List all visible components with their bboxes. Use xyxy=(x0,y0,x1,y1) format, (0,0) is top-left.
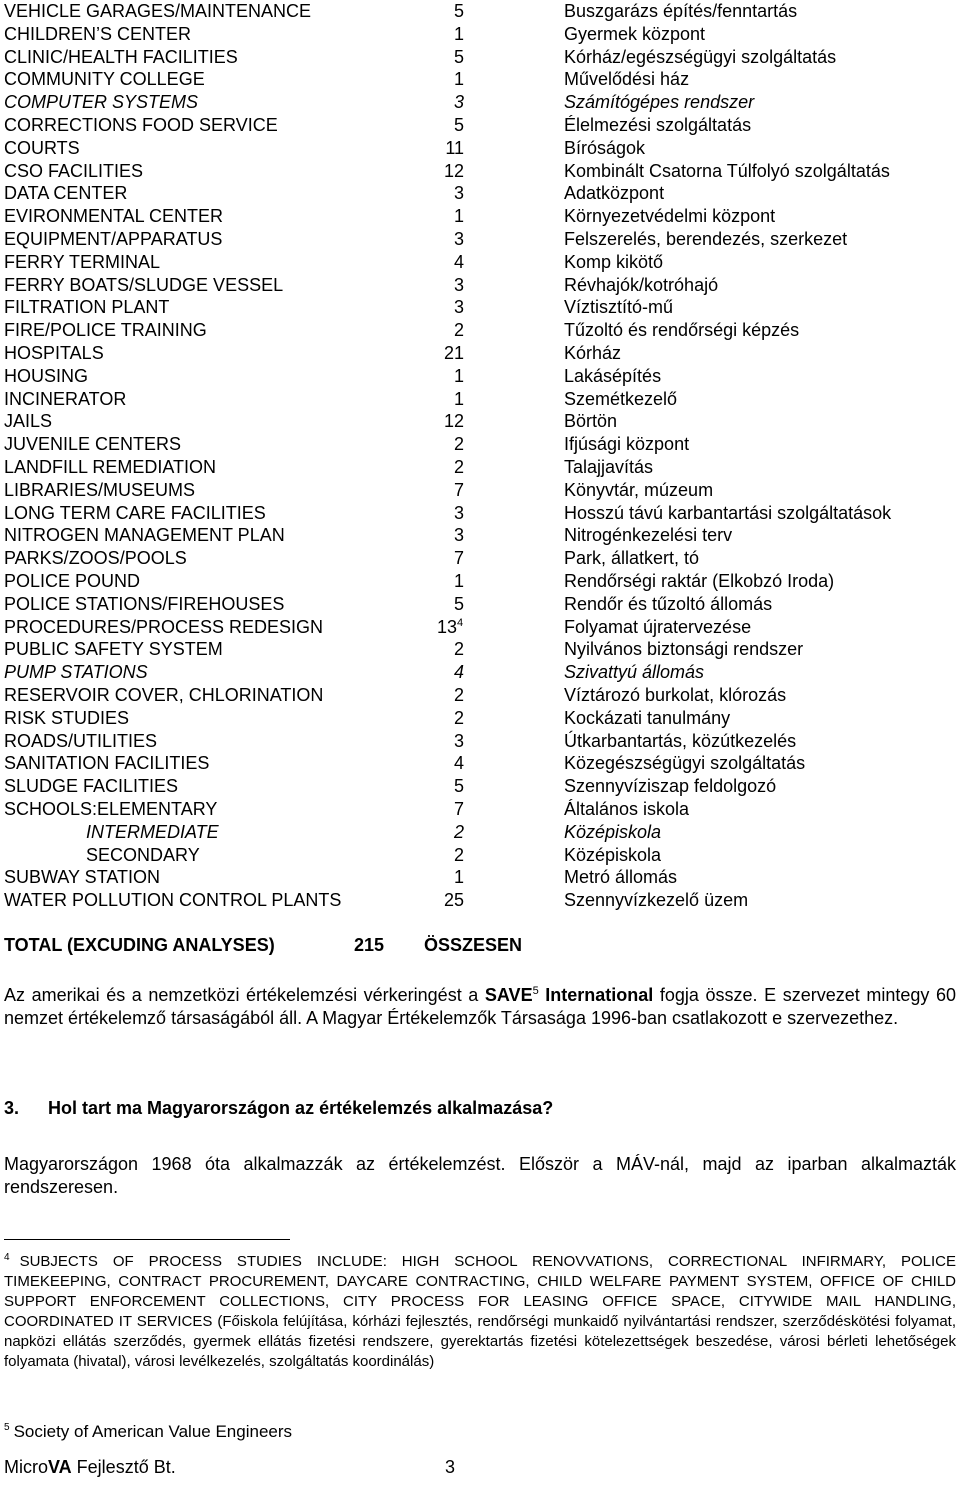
row-label-hu: Rendőr és tűzoltó állomás xyxy=(564,593,773,614)
row-count xyxy=(400,479,464,501)
row-count-value: 5 xyxy=(453,776,464,797)
row-label-hu: Tűzoltó és rendőrségi képzés xyxy=(564,320,800,341)
row-count-value: 5 xyxy=(453,1,464,21)
row-count xyxy=(400,638,464,660)
total-hu: ÖSSZESEN xyxy=(424,935,523,955)
row-label-en: PUBLIC SAFETY SYSTEM xyxy=(4,639,223,660)
row-count-value: 3 xyxy=(453,274,464,295)
para1-save: SAVE xyxy=(484,985,533,1005)
row-count-value: 3 xyxy=(453,229,464,249)
row-count xyxy=(400,889,464,911)
table-row xyxy=(0,570,960,592)
row-count xyxy=(400,410,464,432)
row-count-value: 1 xyxy=(453,388,464,409)
row-label-en: VEHICLE GARAGES/MAINTENANCE xyxy=(4,1,312,21)
row-count-value: 13 xyxy=(437,616,458,637)
row-count xyxy=(400,593,464,615)
para1-after: fogja össze. E szervezet mintegy 60 nemzet értékelemző társaságából áll. A Magyar Értékelemzők Társasága 1996-ban csatlakozott e szervezethez. xyxy=(4,985,956,1028)
row-label-en: POLICE STATIONS/FIREHOUSES xyxy=(4,593,285,614)
row-count xyxy=(437,616,501,638)
table-row xyxy=(0,730,960,752)
table-row xyxy=(0,160,960,182)
row-label-en: POLICE POUND xyxy=(4,571,141,591)
para1-international: International xyxy=(545,985,654,1005)
footnote-5 xyxy=(4,1422,956,1442)
row-label-en: FIRE/POLICE TRAINING xyxy=(4,320,207,341)
row-label-hu: Adatközpont xyxy=(564,183,665,204)
total-row xyxy=(4,934,523,956)
row-label-hu: Környezetvédelmi központ xyxy=(564,206,776,227)
row-count-value: 2 xyxy=(453,707,464,728)
row-count xyxy=(400,205,464,227)
row-label-en: INTERMEDIATE xyxy=(86,821,219,842)
table-row xyxy=(0,433,960,455)
row-label-hu: Hosszú távú karbantartási szolgáltatások xyxy=(564,502,892,523)
row-label-en: LONG TERM CARE FACILITIES xyxy=(4,502,266,523)
table-row xyxy=(0,365,960,387)
table-row xyxy=(0,114,960,136)
row-label-hu: Kockázati tanulmány xyxy=(564,707,731,728)
row-label-hu: Általános iskola xyxy=(564,799,690,819)
row-label-en: RESERVOIR COVER, CHLORINATION xyxy=(4,685,324,705)
table-row xyxy=(0,844,960,866)
table-row xyxy=(0,821,960,843)
row-label-hu: Bíróságok xyxy=(564,137,646,158)
row-label-en: COURTS xyxy=(4,137,80,158)
paragraph-hungary: Magyarországon 1968 óta alkalmazzák az értékelemzést. Először a MÁV-nál, majd az iparban alkalmazták rendszeresen. xyxy=(4,1154,956,1197)
footer-brand-bold: VA xyxy=(48,1457,72,1477)
row-label-hu: Szemétkezelő xyxy=(564,388,678,409)
row-count xyxy=(400,296,464,318)
row-count-value: 5 xyxy=(453,115,464,135)
row-count-value: 3 xyxy=(453,92,464,113)
row-label-en: CORRECTIONS FOOD SERVICE xyxy=(4,115,278,135)
row-label-hu: Folyamat újratervezése xyxy=(564,616,752,637)
section-number: 3. xyxy=(4,1098,20,1118)
page-number: 3 xyxy=(445,1457,456,1477)
footnote-4-text: SUBJECTS OF PROCESS STUDIES INCLUDE: HIGH SCHOOL RENOVVATIONS, CORRECTIONAL INFIRMARY, POLICE TIMEKEEPING, CONTRACT PROCUREMENT, DAYCARE CONTRACTING, CHILD WELFARE PAYMENT SYSTEM, OFFICE OF CHILD SUPPORT ENFORCEMENT COLLECTIONS, CITY PROCESS FOR LEASING OFFICE SPACE, CITYWIDE MAIL HANDLING, COORDINATED IT SERVICES (Főiskola felújítása, kórházi fejlesztés, rendőrségi munkaidő nyilvántartási rendszer, szerződéskötési folyamat, napközi ellátás szerződés, gyermek ellátás fizetési rendszere, gyerektartás fizetési kötelezettségek beszedése, városi bérleti lehetőségek folyamata (hivatal), városi levélkezelés, szolgáltatás koordinálás) xyxy=(4,1253,956,1370)
row-label-hu: Buszgarázs építés/fenntartás xyxy=(564,1,798,21)
row-count xyxy=(400,798,464,820)
table-row xyxy=(0,707,960,729)
row-count-value: 4 xyxy=(453,662,464,683)
row-label-hu: Komp kikötő xyxy=(564,251,664,272)
row-label-en: CSO FACILITIES xyxy=(4,160,144,181)
table-row xyxy=(0,684,960,706)
row-label-hu: Börtön xyxy=(564,411,618,432)
row-label-hu: Révhajók/kotróhajó xyxy=(564,274,719,295)
para1-before: Az amerikai és a nemzetközi értékelemzési vérkeringést a xyxy=(4,985,485,1005)
row-label-hu: Útkarbantartás, közútkezelés xyxy=(564,730,797,751)
row-count-value: 7 xyxy=(453,548,464,569)
row-count xyxy=(400,23,464,45)
para1-footnote-ref: 5 xyxy=(532,985,539,997)
footer-brand-post: Fejlesztő Bt. xyxy=(71,1457,176,1477)
row-label-hu: Középiskola xyxy=(564,821,662,842)
row-count xyxy=(400,730,464,752)
row-count xyxy=(400,844,464,866)
row-count xyxy=(400,752,464,774)
row-count xyxy=(400,160,464,182)
row-count-value: 4 xyxy=(453,251,464,272)
table-row xyxy=(0,798,960,820)
footnote-5-mark: 5 xyxy=(4,1422,10,1434)
row-count-value: 1 xyxy=(453,69,464,90)
table-row xyxy=(0,593,960,615)
row-count-value: 1 xyxy=(453,867,464,888)
row-count xyxy=(400,0,464,22)
row-count xyxy=(400,114,464,136)
footnote-4-mark: 4 xyxy=(4,1252,10,1263)
row-label-en: FERRY BOATS/SLUDGE VESSEL xyxy=(4,274,284,295)
row-label-en: PARKS/ZOOS/POOLS xyxy=(4,548,187,569)
row-label-en: FILTRATION PLANT xyxy=(4,297,170,318)
table-row xyxy=(0,46,960,68)
row-count-value: 7 xyxy=(453,479,464,500)
row-count-value: 11 xyxy=(445,137,464,158)
row-label-en: HOSPITALS xyxy=(4,343,104,363)
row-count xyxy=(400,365,464,387)
table-row xyxy=(0,228,960,250)
table-row xyxy=(0,889,960,911)
row-count xyxy=(400,684,464,706)
row-count xyxy=(400,46,464,68)
row-count xyxy=(400,502,464,524)
table-row xyxy=(0,661,960,683)
section-title: Hol tart ma Magyarországon az értékelemzés alkalmazása? xyxy=(48,1098,554,1118)
row-label-en: CHILDREN’S CENTER xyxy=(4,23,192,44)
row-label-en: CLINIC/HEALTH FACILITIES xyxy=(4,46,238,67)
row-count xyxy=(400,661,464,683)
row-count xyxy=(400,228,464,250)
total-value: 215 xyxy=(354,935,385,955)
row-label-hu: Lakásépítés xyxy=(564,365,662,386)
row-count xyxy=(400,68,464,90)
table-row xyxy=(0,388,960,410)
row-count xyxy=(400,524,464,546)
row-label-en: SANITATION FACILITIES xyxy=(4,753,210,774)
row-label-en: RISK STUDIES xyxy=(4,707,130,728)
footer-brand xyxy=(4,1457,176,1477)
row-label-hu: Kórház/egészségügyi szolgáltatás xyxy=(564,46,837,67)
table-row xyxy=(0,0,960,22)
row-label-en: INCINERATOR xyxy=(4,388,127,409)
row-count xyxy=(400,707,464,729)
row-label-en: WATER POLLUTION CONTROL PLANTS xyxy=(4,890,342,911)
row-label-hu: Nitrogénkezelési terv xyxy=(564,525,733,546)
row-count xyxy=(400,775,464,797)
footnote-5-text: Society of American Value Engineers xyxy=(13,1422,293,1441)
table-row xyxy=(0,866,960,888)
row-count xyxy=(400,388,464,410)
row-label-en: PROCEDURES/PROCESS REDESIGN xyxy=(4,616,324,637)
table-row xyxy=(0,68,960,90)
row-label-hu: Szivattyú állomás xyxy=(564,662,705,683)
table-row xyxy=(0,524,960,546)
row-label-hu: Középiskola xyxy=(564,844,662,865)
footnote-divider xyxy=(4,1239,290,1240)
row-count-value: 3 xyxy=(453,183,464,204)
row-count-value: 2 xyxy=(453,844,464,865)
table-row xyxy=(0,182,960,204)
row-label-en: EVIRONMENTAL CENTER xyxy=(4,206,224,227)
row-label-hu: Szennyvíziszap feldolgozó xyxy=(564,776,777,797)
row-footnote-ref: 4 xyxy=(457,616,464,629)
row-count xyxy=(400,456,464,478)
row-count-value: 2 xyxy=(453,685,464,705)
row-count-value: 5 xyxy=(453,593,464,614)
row-count-value: 2 xyxy=(453,821,464,842)
table-row xyxy=(0,251,960,273)
row-count xyxy=(400,274,464,296)
row-count-value: 3 xyxy=(453,525,464,546)
row-label-hu: Rendőrségi raktár (Elkobzó Iroda) xyxy=(564,571,835,591)
row-label-hu: Park, állatkert, tó xyxy=(564,548,700,569)
row-count-value: 1 xyxy=(453,23,464,44)
row-label-en: LANDFILL REMEDIATION xyxy=(4,457,217,477)
page-footer xyxy=(4,1456,456,1478)
footer-brand-pre: Micro xyxy=(4,1457,48,1477)
row-count-value: 12 xyxy=(443,411,464,432)
row-label-en: ROADS/UTILITIES xyxy=(4,730,158,751)
row-count xyxy=(400,342,464,364)
row-label-hu: Könyvtár, múzeum xyxy=(564,479,714,500)
row-label-hu: Közegészségügyi szolgáltatás xyxy=(564,753,806,774)
table-row xyxy=(0,319,960,341)
row-label-hu: Szennyvízkezelő üzem xyxy=(564,890,749,911)
table-row xyxy=(0,342,960,364)
table-row xyxy=(0,91,960,113)
row-count-value: 2 xyxy=(453,639,464,660)
row-count-value: 2 xyxy=(453,320,464,341)
row-count xyxy=(400,433,464,455)
row-label-en: JAILS xyxy=(4,411,53,432)
table-row xyxy=(0,775,960,797)
row-count xyxy=(400,137,464,159)
row-label-hu: Metró állomás xyxy=(564,867,678,888)
row-label-hu: Felszerelés, berendezés, szerkezet xyxy=(564,229,848,249)
table-row xyxy=(0,23,960,45)
row-label-en: COMPUTER SYSTEMS xyxy=(4,92,199,113)
table-row xyxy=(0,296,960,318)
row-label-en: SLUDGE FACILITIES xyxy=(4,776,179,797)
row-label-hu: Művelődési ház xyxy=(564,69,690,90)
table-row xyxy=(0,616,960,638)
total-label: TOTAL (EXCUDING ANALYSES) xyxy=(4,935,275,955)
row-count-value: 3 xyxy=(453,297,464,318)
table-row xyxy=(0,205,960,227)
paragraph-save-international xyxy=(4,984,956,1030)
row-count-value: 7 xyxy=(453,799,464,819)
row-count-value: 1 xyxy=(453,365,464,386)
row-label-hu: Víztározó burkolat, klórozás xyxy=(564,685,787,705)
row-label-hu: Gyermek központ xyxy=(564,23,706,44)
section-heading xyxy=(4,1097,553,1120)
row-count xyxy=(400,821,464,843)
row-count xyxy=(400,251,464,273)
row-label-hu: Talajjavítás xyxy=(564,457,654,477)
row-count-value: 12 xyxy=(443,160,464,181)
row-count xyxy=(400,319,464,341)
row-label-en: SUBWAY STATION xyxy=(4,867,161,888)
row-count xyxy=(400,182,464,204)
row-count-value: 3 xyxy=(453,502,464,523)
row-label-hu: Ifjúsági központ xyxy=(564,434,690,455)
row-label-en: COMMUNITY COLLEGE xyxy=(4,69,205,90)
table-row xyxy=(0,479,960,501)
row-count-value: 2 xyxy=(453,434,464,455)
table-row xyxy=(0,752,960,774)
row-count xyxy=(400,570,464,592)
row-count-value: 21 xyxy=(443,343,464,363)
table-row xyxy=(0,410,960,432)
row-label-hu: Nyilvános biztonsági rendszer xyxy=(564,639,804,660)
row-count-value: 1 xyxy=(453,206,464,227)
row-label-hu: Számítógépes rendszer xyxy=(564,92,755,113)
row-count-value: 3 xyxy=(453,730,464,751)
row-label-en: DATA CENTER xyxy=(4,183,128,204)
row-label-en: EQUIPMENT/APPARATUS xyxy=(4,229,223,249)
table-row xyxy=(0,456,960,478)
row-label-hu: Víztisztító-mű xyxy=(564,297,674,318)
row-count-value: 2 xyxy=(453,457,464,477)
row-count-value: 1 xyxy=(453,571,464,591)
table-row xyxy=(0,547,960,569)
row-label-hu: Kórház xyxy=(564,343,622,363)
row-label-hu: Élelmezési szolgáltatás xyxy=(564,115,752,135)
row-label-en: FERRY TERMINAL xyxy=(4,251,161,272)
table-row xyxy=(0,274,960,296)
row-label-en: JUVENILE CENTERS xyxy=(4,434,182,455)
row-label-en: NITROGEN MANAGEMENT PLAN xyxy=(4,525,285,546)
row-label-en: SECONDARY xyxy=(86,844,200,865)
row-count xyxy=(400,547,464,569)
row-count xyxy=(400,91,464,113)
row-count xyxy=(400,866,464,888)
row-count-value: 5 xyxy=(453,46,464,67)
row-count-value: 25 xyxy=(443,890,464,911)
table-row xyxy=(0,502,960,524)
table-row xyxy=(0,638,960,660)
footnote-4 xyxy=(4,1252,956,1372)
row-label-en: PUMP STATIONS xyxy=(4,662,148,683)
row-label-en: SCHOOLS:ELEMENTARY xyxy=(4,799,218,819)
row-label-en: LIBRARIES/MUSEUMS xyxy=(4,479,196,500)
row-count-value: 4 xyxy=(453,753,464,774)
table-row xyxy=(0,137,960,159)
row-label-hu: Kombinált Csatorna Túlfolyó szolgáltatás xyxy=(564,160,890,181)
row-label-en: HOUSING xyxy=(4,365,89,386)
